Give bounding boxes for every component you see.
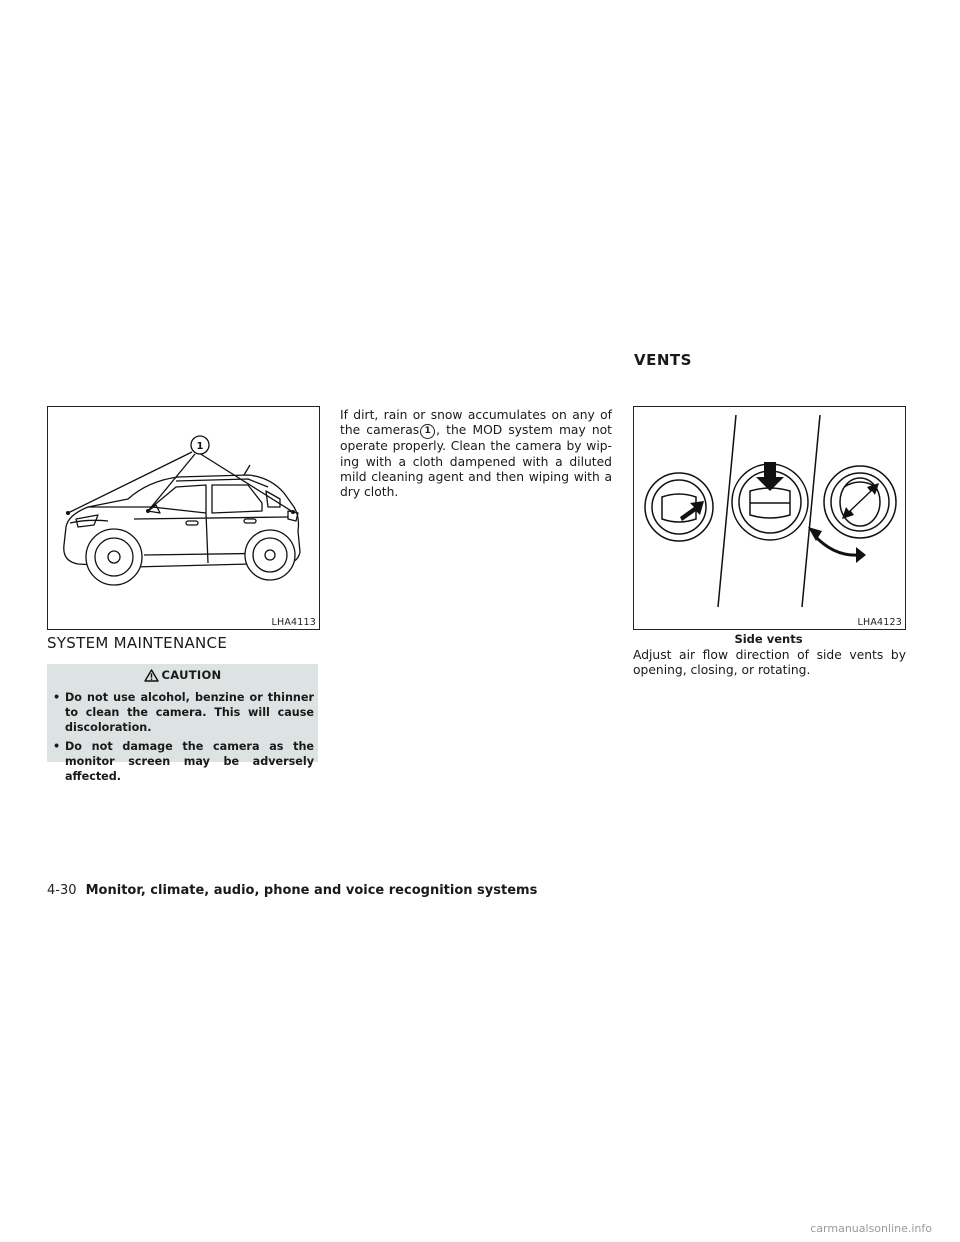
caution-list <box>47 686 318 784</box>
caution-heading-text: CAUTION <box>161 668 222 682</box>
system-maintenance-title: SYSTEM MAINTENANCE <box>47 634 228 652</box>
vehicle-camera-figure <box>47 406 320 630</box>
page-footer <box>47 879 537 898</box>
caution-item: • Do not use alcohol, benzine or thinner to clean the camera. This will cause discoloration. <box>53 691 314 734</box>
side-vents-figure <box>633 406 906 630</box>
side-vents-illustration <box>634 407 905 629</box>
chapter-title: Monitor, climate, audio, phone and voice recognition systems <box>85 883 538 898</box>
camera-cleaning-paragraph: If dirt, rain or snow accumulates on any of the cameras 1 , the MOD system may not operate properly. Clean the camera by wip-ing with a cloth dampened with a diluted mild cleaning agent and then wiping with a dry cloth. <box>340 408 613 499</box>
side-vents-caption: Side vents <box>734 632 803 646</box>
caution-item: • Do not damage the camera as the monitor screen may be adversely affected. <box>53 740 314 783</box>
page-number: 4-30 <box>47 883 77 898</box>
figure-code: LHA4113 <box>271 617 316 628</box>
warning-triangle-icon <box>144 669 159 682</box>
vents-paragraph: Adjust air flow direction of side vents by opening, closing, or rotating. <box>633 648 906 678</box>
vehicle-illustration <box>48 407 319 629</box>
figure-code: LHA4123 <box>857 617 902 628</box>
callout-number: 1 <box>196 441 204 452</box>
vents-heading: VENTS <box>634 351 692 369</box>
caution-heading <box>47 664 318 686</box>
callout-marker: 1 <box>420 424 435 439</box>
caution-box <box>47 664 318 783</box>
watermark: carmanualsonline.info <box>810 1222 932 1235</box>
